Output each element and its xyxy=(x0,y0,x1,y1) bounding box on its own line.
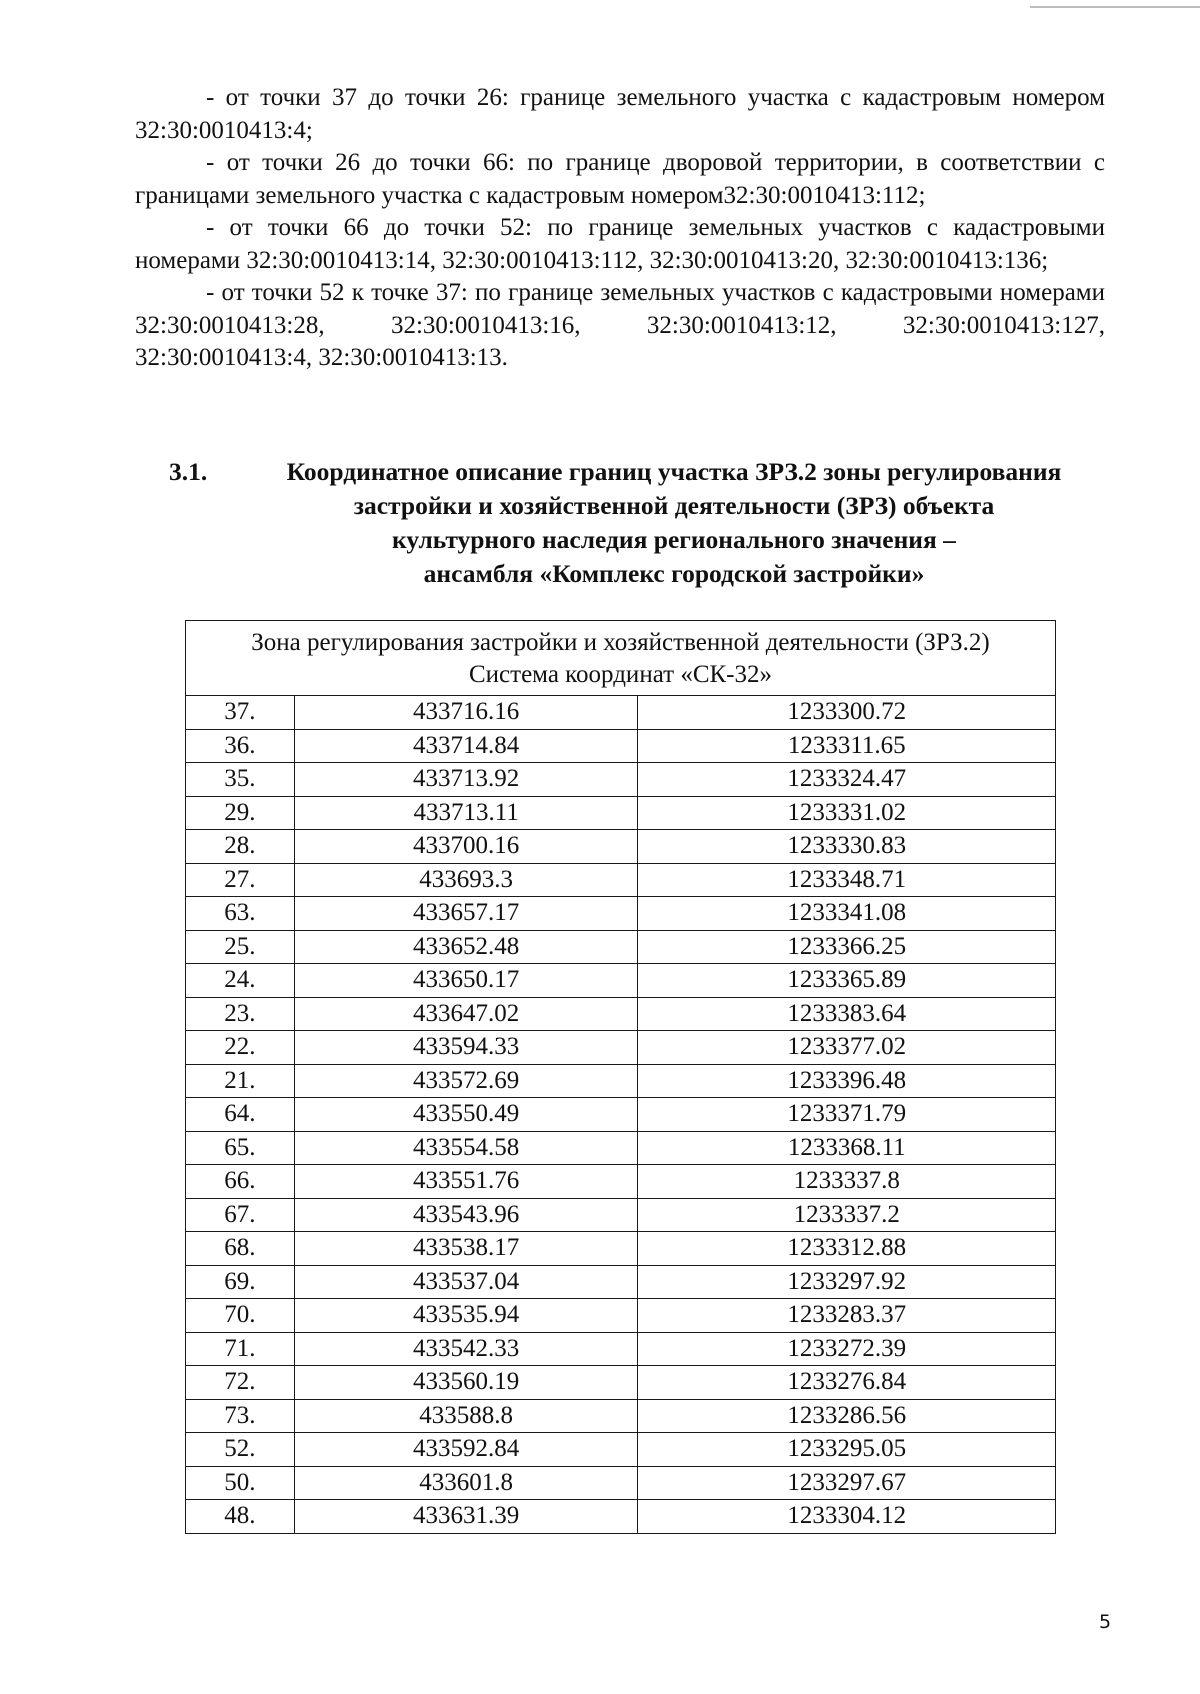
table-row xyxy=(186,863,1056,897)
table-row xyxy=(186,1500,1056,1534)
x-coordinate-cell: 433631.39 xyxy=(294,1500,638,1534)
point-number-cell: 68. xyxy=(186,1232,295,1266)
y-coordinate-cell: 1233337.2 xyxy=(638,1198,1056,1232)
y-coordinate-cell: 1233337.8 xyxy=(638,1165,1056,1199)
table-row xyxy=(186,1299,1056,1333)
x-coordinate-cell: 433713.92 xyxy=(294,763,638,797)
table-row xyxy=(186,1131,1056,1165)
table-row xyxy=(186,729,1056,763)
x-coordinate-cell: 433535.94 xyxy=(294,1299,638,1333)
section-title xyxy=(243,455,1105,591)
section-title-line-2: застройки и хозяйственной деятельности (ЗРЗ) объекта xyxy=(353,491,995,520)
point-number-cell: 28. xyxy=(186,830,295,864)
coordinates-table xyxy=(185,620,1056,1534)
y-coordinate-cell: 1233312.88 xyxy=(638,1232,1056,1266)
point-number-cell: 24. xyxy=(186,964,295,998)
point-number-cell: 70. xyxy=(186,1299,295,1333)
x-coordinate-cell: 433542.33 xyxy=(294,1332,638,1366)
x-coordinate-cell: 433652.48 xyxy=(294,930,638,964)
y-coordinate-cell: 1233396.48 xyxy=(638,1064,1056,1098)
x-coordinate-cell: 433550.49 xyxy=(294,1098,638,1132)
table-row xyxy=(186,1366,1056,1400)
x-coordinate-cell: 433693.3 xyxy=(294,863,638,897)
boundary-paragraph-2: - от точки 26 до точки 66: по границе дворовой территории, в соответствии с границами земельного участка с кадастровым номером32:30:0010413:112; xyxy=(135,149,1105,209)
x-coordinate-cell: 433551.76 xyxy=(294,1165,638,1199)
y-coordinate-cell: 1233283.37 xyxy=(638,1299,1056,1333)
section-title-line-3: культурного наследия регионального значения – xyxy=(392,525,956,554)
table-row xyxy=(186,997,1056,1031)
boundary-paragraph-1: - от точки 37 до точки 26: границе земельного участка с кадастровым номером 32:30:0010413:4; xyxy=(135,84,1105,144)
point-number-cell: 35. xyxy=(186,763,295,797)
section-number: 3.1. xyxy=(169,457,208,486)
table-row xyxy=(186,964,1056,998)
table-row xyxy=(186,1399,1056,1433)
x-coordinate-cell: 433538.17 xyxy=(294,1232,638,1266)
point-number-cell: 65. xyxy=(186,1131,295,1165)
x-coordinate-cell: 433592.84 xyxy=(294,1433,638,1467)
y-coordinate-cell: 1233331.02 xyxy=(638,796,1056,830)
x-coordinate-cell: 433650.17 xyxy=(294,964,638,998)
y-coordinate-cell: 1233276.84 xyxy=(638,1366,1056,1400)
y-coordinate-cell: 1233368.11 xyxy=(638,1131,1056,1165)
y-coordinate-cell: 1233348.71 xyxy=(638,863,1056,897)
table-row xyxy=(186,1064,1056,1098)
point-number-cell: 67. xyxy=(186,1198,295,1232)
table-header xyxy=(186,621,1056,696)
table-row xyxy=(186,1165,1056,1199)
table-row xyxy=(186,830,1056,864)
x-coordinate-cell: 433716.16 xyxy=(294,696,638,730)
x-coordinate-cell: 433657.17 xyxy=(294,897,638,931)
y-coordinate-cell: 1233383.64 xyxy=(638,997,1056,1031)
y-coordinate-cell: 1233324.47 xyxy=(638,763,1056,797)
x-coordinate-cell: 433594.33 xyxy=(294,1031,638,1065)
section-title-line-4: ансамбля «Комплекс городской застройки» xyxy=(423,559,925,588)
y-coordinate-cell: 1233371.79 xyxy=(638,1098,1056,1132)
table-row xyxy=(186,696,1056,730)
y-coordinate-cell: 1233366.25 xyxy=(638,930,1056,964)
table-row xyxy=(186,1265,1056,1299)
point-number-cell: 71. xyxy=(186,1332,295,1366)
point-number-cell: 21. xyxy=(186,1064,295,1098)
point-number-cell: 48. xyxy=(186,1500,295,1534)
table-row xyxy=(186,1332,1056,1366)
table-row xyxy=(186,930,1056,964)
x-coordinate-cell: 433572.69 xyxy=(294,1064,638,1098)
table-row xyxy=(186,1098,1056,1132)
y-coordinate-cell: 1233300.72 xyxy=(638,696,1056,730)
boundary-description xyxy=(135,82,1105,375)
y-coordinate-cell: 1233297.92 xyxy=(638,1265,1056,1299)
x-coordinate-cell: 433713.11 xyxy=(294,796,638,830)
y-coordinate-cell: 1233311.65 xyxy=(638,729,1056,763)
y-coordinate-cell: 1233286.56 xyxy=(638,1399,1056,1433)
point-number-cell: 73. xyxy=(186,1399,295,1433)
x-coordinate-cell: 433714.84 xyxy=(294,729,638,763)
point-number-cell: 50. xyxy=(186,1466,295,1500)
table-row xyxy=(186,1198,1056,1232)
page-number: 5 xyxy=(1099,1611,1112,1633)
table-row xyxy=(186,796,1056,830)
y-coordinate-cell: 1233330.83 xyxy=(638,830,1056,864)
x-coordinate-cell: 433700.16 xyxy=(294,830,638,864)
table-row xyxy=(186,1031,1056,1065)
point-number-cell: 64. xyxy=(186,1098,295,1132)
y-coordinate-cell: 1233304.12 xyxy=(638,1500,1056,1534)
x-coordinate-cell: 433543.96 xyxy=(294,1198,638,1232)
table-row xyxy=(186,763,1056,797)
x-coordinate-cell: 433560.19 xyxy=(294,1366,638,1400)
point-number-cell: 29. xyxy=(186,796,295,830)
section-title-line-1: Координатное описание границ участка ЗРЗ.2 зоны регулирования xyxy=(286,457,1062,486)
point-number-cell: 22. xyxy=(186,1031,295,1065)
point-number-cell: 25. xyxy=(186,930,295,964)
x-coordinate-cell: 433537.04 xyxy=(294,1265,638,1299)
table-row xyxy=(186,1433,1056,1467)
point-number-cell: 27. xyxy=(186,863,295,897)
table-row xyxy=(186,1466,1056,1500)
table-row xyxy=(186,897,1056,931)
y-coordinate-cell: 1233341.08 xyxy=(638,897,1056,931)
y-coordinate-cell: 1233295.05 xyxy=(638,1433,1056,1467)
boundary-paragraph-3: - от точки 66 до точки 52: по границе земельных участков с кадастровыми номерами 32:30:0010413:14, 32:30:0010413:112, 32:30:0010413:20, 32:30:0010413:136; xyxy=(135,214,1105,274)
point-number-cell: 52. xyxy=(186,1433,295,1467)
y-coordinate-cell: 1233272.39 xyxy=(638,1332,1056,1366)
y-coordinate-cell: 1233365.89 xyxy=(638,964,1056,998)
x-coordinate-cell: 433554.58 xyxy=(294,1131,638,1165)
point-number-cell: 36. xyxy=(186,729,295,763)
point-number-cell: 66. xyxy=(186,1165,295,1199)
point-number-cell: 23. xyxy=(186,997,295,1031)
table-header-zone: Зона регулирования застройки и хозяйственной деятельности (ЗРЗ.2) xyxy=(251,629,990,656)
table-header-row xyxy=(186,621,1056,696)
y-coordinate-cell: 1233377.02 xyxy=(638,1031,1056,1065)
point-number-cell: 69. xyxy=(186,1265,295,1299)
x-coordinate-cell: 433588.8 xyxy=(294,1399,638,1433)
x-coordinate-cell: 433601.8 xyxy=(294,1466,638,1500)
point-number-cell: 72. xyxy=(186,1366,295,1400)
table-row xyxy=(186,1232,1056,1266)
x-coordinate-cell: 433647.02 xyxy=(294,997,638,1031)
y-coordinate-cell: 1233297.67 xyxy=(638,1466,1056,1500)
scan-edge-line xyxy=(1030,6,1200,8)
point-number-cell: 63. xyxy=(186,897,295,931)
point-number-cell: 37. xyxy=(186,696,295,730)
boundary-paragraph-4: - от точки 52 к точке 37: по границе земельных участков с кадастровыми номерами 32:30:0010413:28, 32:30:0010413:16, 32:30:0010413:12, 32:30:0010413:127, 32:30:0010413:4, 32:30:0010413:13. xyxy=(135,279,1105,371)
table-header-system: Система координат «СК-32» xyxy=(469,661,772,688)
